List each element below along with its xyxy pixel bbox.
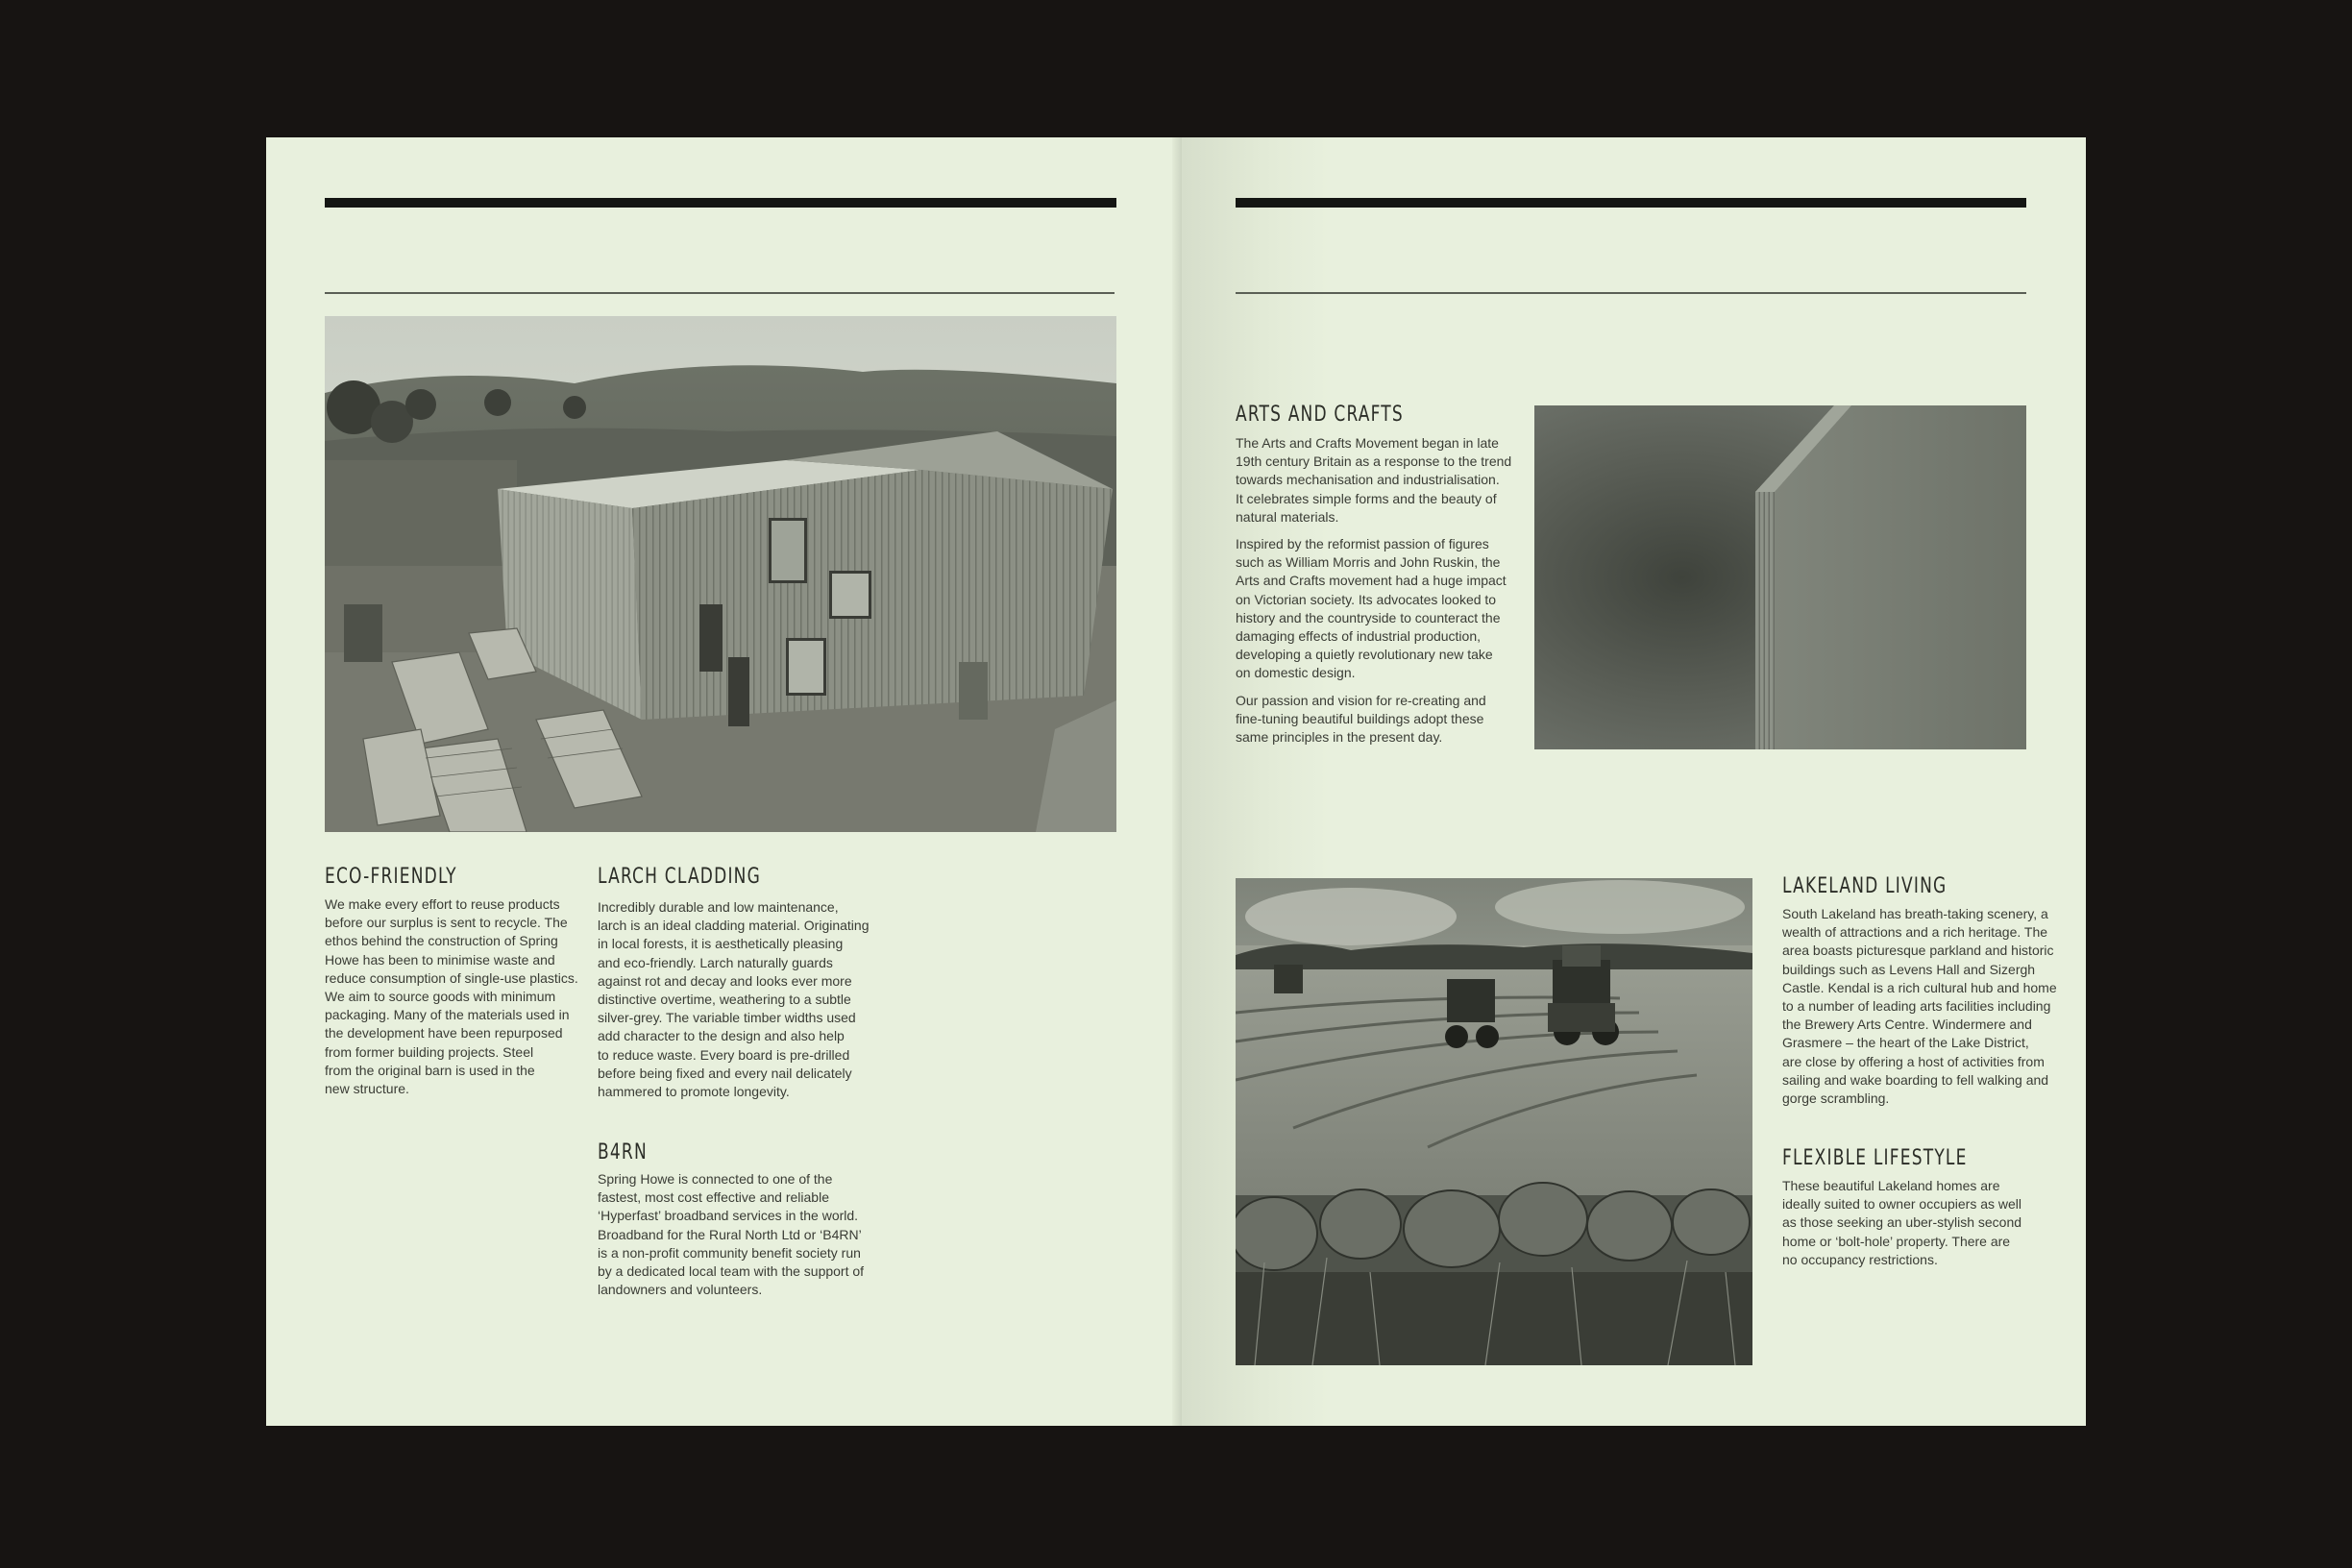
text-line: South Lakeland has breath-taking scenery, a: [1782, 906, 2048, 921]
text-line: before being fixed and every nail delicately: [598, 1065, 852, 1081]
paragraph: [1236, 692, 1511, 747]
text-line: ‘Hyperfast’ broadband services in the world.: [598, 1208, 859, 1224]
text-line: Castle. Kendal is a rich cultural hub and home: [1782, 979, 2057, 995]
text-line: We aim to source goods with minimum: [325, 989, 556, 1005]
text-line: Spring Howe is connected to one of the: [598, 1171, 833, 1187]
text-line: It celebrates simple forms and the beauty of: [1236, 490, 1497, 506]
left-thin-rule: [325, 292, 1115, 294]
right-top-thick-rule: [1236, 198, 2026, 208]
text-line: Incredibly durable and low maintenance,: [598, 899, 839, 915]
text-line: damaging effects of industrial production,: [1236, 628, 1482, 645]
text-line: new structure.: [325, 1081, 409, 1097]
flexible-lifestyle-heading: FLEXIBLE LIFESTYLE: [1782, 1146, 1968, 1170]
text-line: hammered to promote longevity.: [598, 1084, 790, 1100]
lakeland-living-body: [1782, 905, 2057, 1108]
text-line: on domestic design.: [1236, 665, 1356, 681]
text-line: landowners and volunteers.: [598, 1282, 763, 1298]
text-line: Arts and Crafts movement had a huge impact: [1236, 573, 1507, 589]
text-line: fastest, most cost effective and reliable: [598, 1189, 829, 1206]
text-line: buildings such as Levens Hall and Sizergh: [1782, 961, 2036, 977]
text-line: from the original barn is used in the: [325, 1062, 535, 1078]
text-line: These beautiful Lakeland homes are: [1782, 1178, 2000, 1193]
larch-cladding-body: [598, 898, 869, 1101]
plywood-closeup-photo: [1534, 405, 2026, 749]
text-line: same principles in the present day.: [1236, 729, 1443, 746]
text-line: to a number of leading arts facilities including: [1782, 998, 2051, 1015]
eco-friendly-body: [325, 895, 578, 1098]
eco-friendly-heading: ECO-FRIENDLY: [325, 865, 457, 889]
text-line: is a non-profit community benefit society run: [598, 1244, 861, 1261]
text-line: reduce consumption of single-use plastics.: [325, 969, 578, 986]
text-line: as those seeking an uber-stylish second: [1782, 1214, 2022, 1231]
b4rn-heading: B4RN: [598, 1140, 648, 1164]
text-line: by a dedicated local team with the support of: [598, 1263, 865, 1280]
page-spine: [1172, 137, 1182, 1426]
text-line: the development have been repurposed: [325, 1025, 563, 1041]
text-line: The Arts and Crafts Movement began in late: [1236, 435, 1499, 451]
text-line: before our surplus is sent to recycle. The: [325, 915, 568, 931]
text-line: to reduce waste. Every board is pre-drilled: [598, 1046, 850, 1063]
text-line: developing a quietly revolutionary new take: [1236, 647, 1493, 663]
text-line: 19th century Britain as a response to the trend: [1236, 453, 1512, 470]
arts-and-crafts-heading: ARTS AND CRAFTS: [1236, 403, 1404, 427]
text-line: silver-grey. The variable timber widths used: [598, 1010, 856, 1026]
text-line: against rot and decay and looks ever more: [598, 972, 852, 989]
text-line: history and the countryside to counteract the: [1236, 609, 1501, 625]
text-line: no occupancy restrictions.: [1782, 1251, 1938, 1267]
text-line: packaging. Many of the materials used in: [325, 1007, 570, 1023]
larch-cladding-heading: LARCH CLADDING: [598, 865, 761, 889]
text-line: such as William Morris and John Ruskin, the: [1236, 554, 1501, 571]
hay-field-photo: [1236, 878, 1752, 1365]
left-top-thick-rule: [325, 198, 1116, 208]
text-line: and eco-friendly. Larch naturally guards: [598, 954, 833, 970]
text-line: the Brewery Arts Centre. Windermere and: [1782, 1017, 2032, 1033]
text-line: on Victorian society. Its advocates looked to: [1236, 591, 1497, 607]
text-line: are close by offering a host of activities from: [1782, 1053, 2045, 1069]
text-line: We make every effort to reuse products: [325, 896, 560, 912]
text-line: Inspired by the reformist passion of figures: [1236, 536, 1489, 552]
right-thin-rule: [1236, 292, 2026, 294]
text-line: add character to the design and also help: [598, 1028, 845, 1044]
text-line: Howe has been to minimise waste and: [325, 951, 555, 968]
text-line: Our passion and vision for re-creating and: [1236, 692, 1486, 708]
text-line: natural materials.: [1236, 508, 1339, 525]
text-line: towards mechanisation and industrialisation.: [1236, 472, 1500, 488]
text-line: ideally suited to owner occupiers as well: [1782, 1196, 2022, 1213]
text-line: Broadband for the Rural North Ltd or ‘B4RN’: [598, 1226, 862, 1242]
arts-and-crafts-body: [1236, 434, 1511, 755]
text-line: larch is an ideal cladding material. Originating: [598, 918, 870, 934]
text-line: from former building projects. Steel: [325, 1043, 534, 1060]
text-line: area boasts picturesque parkland and historic: [1782, 943, 2054, 959]
text-line: home or ‘bolt-hole’ property. There are: [1782, 1233, 2011, 1249]
text-line: ethos behind the construction of Spring: [325, 933, 558, 949]
construction-photo: [325, 316, 1116, 832]
text-line: sailing and wake boarding to fell walking and: [1782, 1071, 2049, 1088]
text-line: wealth of attractions and a rich heritage. The: [1782, 924, 2048, 941]
text-line: distinctive overtime, weathering to a subtle: [598, 992, 851, 1008]
text-line: gorge scrambling.: [1782, 1090, 1890, 1107]
paragraph: [1236, 434, 1511, 527]
paragraph: [1236, 535, 1511, 683]
text-line: in local forests, it is aesthetically pleasing: [598, 936, 844, 952]
text-line: Grasmere – the heart of the Lake District,: [1782, 1035, 2029, 1051]
text-line: fine-tuning beautiful buildings adopt these: [1236, 710, 1484, 726]
lakeland-living-heading: LAKELAND LIVING: [1782, 874, 1948, 898]
flexible-lifestyle-body: [1782, 1177, 2021, 1269]
b4rn-body: [598, 1170, 864, 1299]
